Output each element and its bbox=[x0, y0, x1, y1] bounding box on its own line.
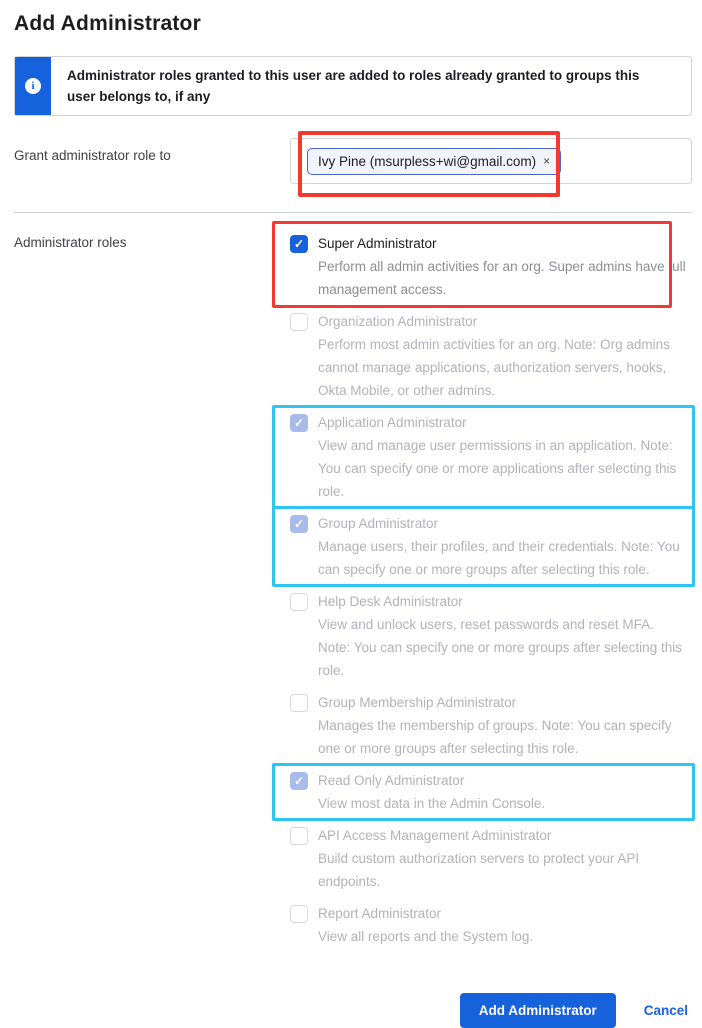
chip-remove-icon[interactable]: × bbox=[543, 154, 551, 168]
administrator-roles-label: Administrator roles bbox=[14, 235, 127, 250]
checkbox-api-access-management-administrator[interactable] bbox=[290, 827, 308, 845]
role-description: Build custom authorization servers to protect your API endpoints. bbox=[318, 851, 640, 889]
info-banner-text: Administrator roles granted to this user are added to roles already granted to groups this user belongs to, if any bbox=[67, 68, 640, 104]
check-icon: ✓ bbox=[293, 774, 305, 788]
info-icon-glyph: i bbox=[31, 80, 35, 92]
info-icon bbox=[25, 78, 41, 94]
role-description: View most data in the Admin Console. bbox=[318, 796, 546, 811]
role-name: Group Administrator bbox=[318, 516, 439, 531]
role-item-application-administrator bbox=[290, 411, 688, 503]
checkbox-group-administrator[interactable] bbox=[290, 515, 308, 533]
role-name: Report Administrator bbox=[318, 906, 442, 921]
cancel-button[interactable]: Cancel bbox=[643, 1003, 688, 1018]
role-name: Organization Administrator bbox=[318, 314, 478, 329]
role-item-api-access-management-administrator bbox=[290, 824, 688, 893]
checkbox-organization-administrator[interactable] bbox=[290, 313, 308, 331]
add-administrator-button[interactable]: Add Administrator bbox=[460, 993, 616, 1028]
grant-admin-label: Grant administrator role to bbox=[14, 148, 171, 163]
check-icon: ✓ bbox=[293, 416, 305, 430]
roles-list bbox=[290, 231, 688, 957]
role-name: Group Membership Administrator bbox=[318, 695, 517, 710]
role-description: Perform all admin activities for an org. Super admins have full management access. bbox=[318, 259, 686, 297]
checkbox-report-administrator[interactable] bbox=[290, 905, 308, 923]
checkbox-read-only-administrator[interactable] bbox=[290, 772, 308, 790]
role-name: Application Administrator bbox=[318, 415, 467, 430]
checkbox-help-desk-administrator[interactable] bbox=[290, 593, 308, 611]
role-description: Manage users, their profiles, and their credentials. Note: You can specify one or more groups after selecting this role. bbox=[318, 539, 680, 577]
role-name: Read Only Administrator bbox=[318, 773, 465, 788]
role-description: Perform most admin activities for an org. Note: Org admins cannot manage applications, authorization servers, hooks, Okta Mobile, or other admins. bbox=[318, 337, 670, 398]
role-item-report-administrator bbox=[290, 902, 688, 948]
info-icon-block bbox=[15, 57, 51, 115]
role-name: Super Administrator bbox=[318, 236, 437, 251]
checkbox-application-administrator[interactable] bbox=[290, 414, 308, 432]
role-item-help-desk-administrator bbox=[290, 590, 688, 682]
grant-admin-row bbox=[14, 138, 692, 184]
role-name: API Access Management Administrator bbox=[318, 828, 552, 843]
checkbox-super-administrator[interactable] bbox=[290, 235, 308, 253]
role-name: Help Desk Administrator bbox=[318, 594, 463, 609]
user-chip-label: Ivy Pine (msurpless+wi@gmail.com) bbox=[318, 153, 537, 169]
role-item-group-administrator bbox=[290, 512, 688, 581]
role-description: Manages the membership of groups. Note: You can specify one or more groups after selecting this role. bbox=[318, 718, 672, 756]
page-title: Add Administrator bbox=[14, 12, 201, 35]
check-icon: ✓ bbox=[293, 237, 305, 251]
user-chip[interactable] bbox=[307, 148, 561, 175]
checkbox-group-membership-administrator[interactable] bbox=[290, 694, 308, 712]
administrator-roles-row bbox=[14, 231, 692, 957]
dialog-footer bbox=[14, 993, 692, 1028]
grant-admin-field-wrap bbox=[290, 138, 692, 184]
section-divider bbox=[14, 212, 692, 213]
role-item-read-only-administrator bbox=[290, 769, 688, 815]
role-item-super-administrator bbox=[290, 232, 688, 301]
role-item-organization-administrator bbox=[290, 310, 688, 402]
check-icon: ✓ bbox=[293, 517, 305, 531]
role-description: View all reports and the System log. bbox=[318, 929, 534, 944]
role-description: View and unlock users, reset passwords and reset MFA. Note: You can specify one or more groups after selecting this role. bbox=[318, 617, 682, 678]
grant-admin-input[interactable] bbox=[290, 138, 692, 184]
role-item-group-membership-administrator bbox=[290, 691, 688, 760]
info-banner bbox=[14, 56, 692, 116]
role-description: View and manage user permissions in an application. Note: You can specify one or more applications after selecting this role. bbox=[318, 438, 677, 499]
